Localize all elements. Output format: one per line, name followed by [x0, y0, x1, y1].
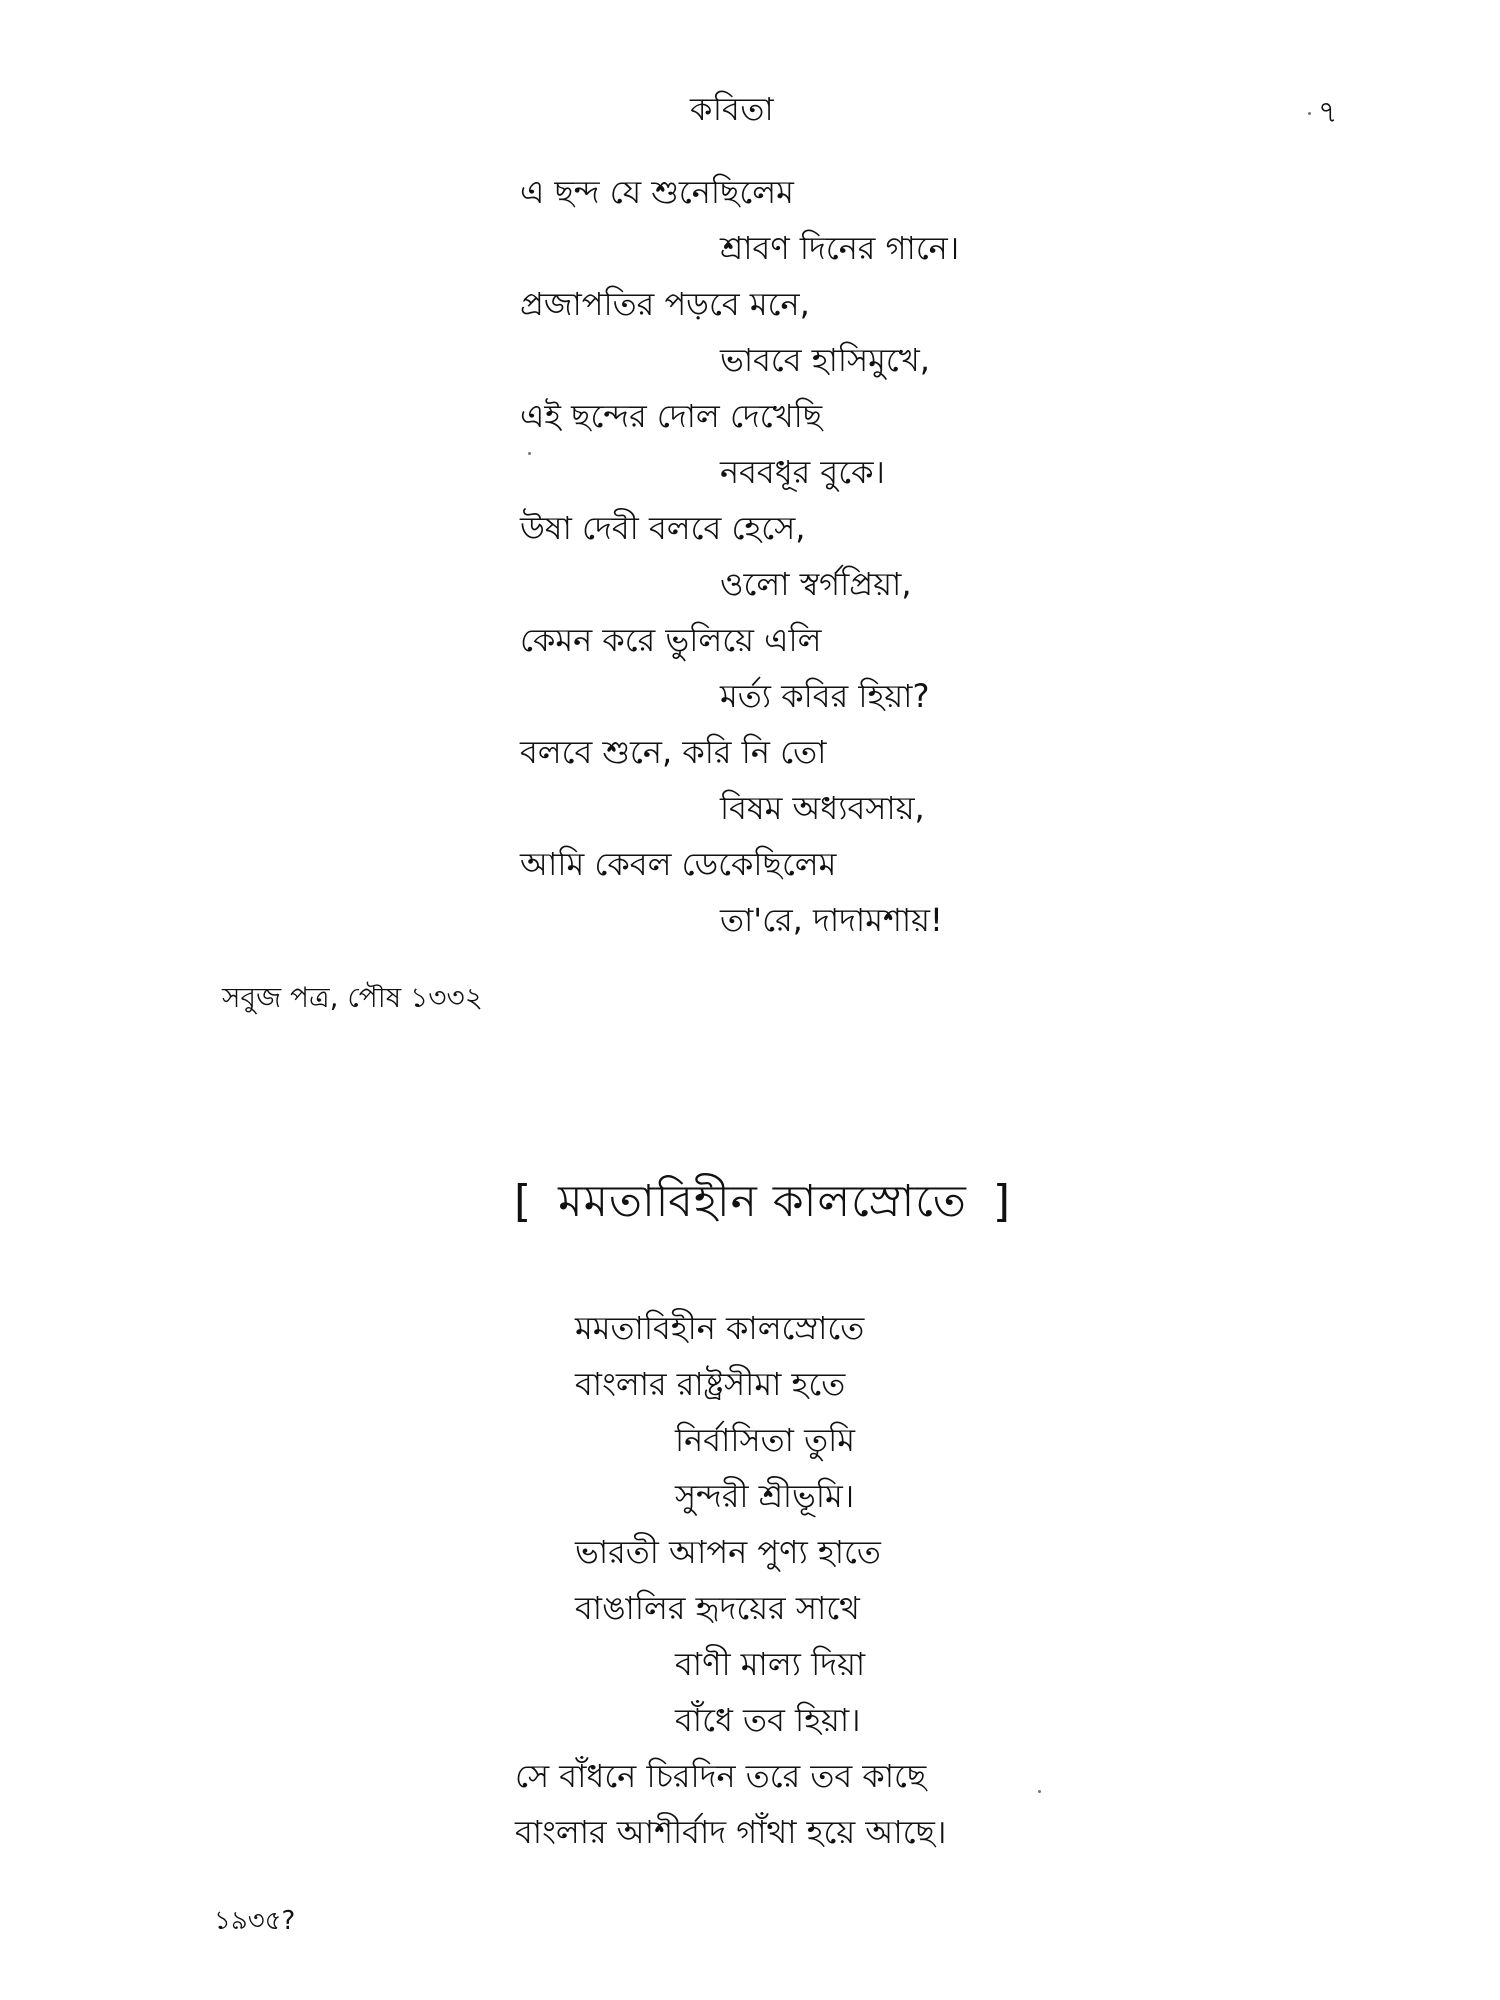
poem-line: মমতাবিহীন কালস্রোতে — [575, 1309, 865, 1347]
poem-title — [488, 1168, 1037, 1241]
poem-line: আমি কেবল ডেকেছিলেম — [520, 845, 837, 883]
poem-line: বিষম অধ্যবসায়, — [720, 789, 925, 827]
poem-line: প্রজাপতির পড়বে মনে, — [520, 285, 810, 323]
poem-line: বলবে শুনে, করি নি তো — [520, 733, 827, 771]
scan-speck — [1038, 1790, 1041, 1793]
title-close-bracket: ] — [992, 1176, 1012, 1227]
poem-line: এই ছন্দের দোল দেখেছি — [520, 397, 823, 435]
scan-speck — [1308, 112, 1311, 115]
scan-speck — [528, 452, 531, 455]
poem-line: বাংলার রাষ্ট্রসীমা হতে — [575, 1365, 846, 1403]
poem-line: এ ছন্দ যে শুনেছিলেম — [520, 173, 794, 211]
date-note: ১৯৩৫? — [214, 1906, 296, 1936]
poem-line: বাণী মাল্য দিয়া — [675, 1645, 866, 1683]
poem-line: বাঁধে তব হিয়া। — [675, 1701, 861, 1739]
title-open-bracket: [ — [514, 1176, 533, 1227]
running-title: কবিতা — [690, 90, 775, 128]
poem-line: ভারতী আপন পুণ্য হাতে — [575, 1533, 881, 1571]
poem-line: সুন্দরী শ্রীভূমি। — [675, 1477, 855, 1515]
poem-line: মর্ত্য কবির হিয়া? — [720, 677, 930, 715]
poem-line: ভাববে হাসিমুখে, — [720, 341, 930, 379]
poem-line: নববধূর বুকে। — [720, 453, 885, 491]
source-note: সবুজ পত্র, পৌষ ১৩৩২ — [222, 981, 483, 1014]
page-number: ৭ — [1318, 95, 1338, 130]
poem-line: কেমন করে ভুলিয়ে এলি — [520, 621, 822, 659]
poem-title-text: মমতাবিহীন কালস্রোতে — [558, 1176, 967, 1227]
poem-line: শ্রাবণ দিনের গানে। — [720, 229, 960, 267]
poem-line: বাংলার আশীর্বাদ গাঁথা হয়ে আছে। — [515, 1813, 947, 1851]
poem-line: সে বাঁধনে চিরদিন তরে তব কাছে — [515, 1757, 927, 1795]
poem-line: তা'রে, দাদামশায়! — [720, 901, 943, 939]
poem-line: ওলো স্বর্গপ্রিয়া, — [720, 565, 912, 603]
poem-line: উষা দেবী বলবে হেসে, — [520, 509, 806, 547]
poem-line: নির্বাসিতা তুমি — [675, 1421, 856, 1459]
poem-line: বাঙালির হৃদয়ের সাথে — [575, 1589, 860, 1627]
